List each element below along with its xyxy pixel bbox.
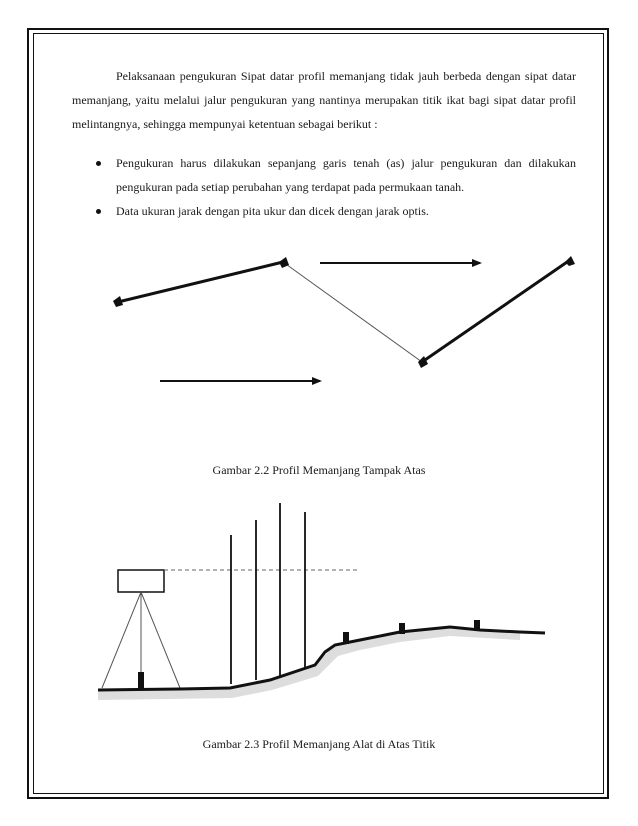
tripod-leg	[102, 592, 141, 688]
figure-2-2-caption: Gambar 2.2 Profil Memanjang Tampak Atas	[212, 463, 426, 477]
survey-point-marker	[343, 632, 349, 644]
level-instrument-icon	[118, 570, 164, 592]
survey-point-marker	[474, 620, 480, 631]
survey-point-marker	[399, 623, 405, 634]
tripod-leg	[141, 592, 180, 688]
survey-point-marker	[138, 672, 144, 688]
bullet-text: Pengukuran harus dilakukan sepanjang garis tenah (as) jalur pengukuran dan dilakukan pengukuran pada setiap perubahan yang terdapat pada permukaan tanah.	[116, 156, 576, 194]
intro-paragraph: Pelaksanaan pengukuran Sipat datar profil memanjang tidak jauh berbeda dengan sipat datar memanjang, yaitu melalui jalur pengukuran yang nantinya merupakan titik ikat bagi sipat datar profil melintangnya, sehingga mempunyai ketentuan sebagai berikut :	[72, 69, 576, 131]
bullet-text: Data ukuran jarak dengan pita ukur dan dicek dengan jarak optis.	[116, 204, 429, 218]
figure-2-3-caption: Gambar 2.3 Profil Memanjang Alat di Atas Titik	[202, 737, 436, 751]
